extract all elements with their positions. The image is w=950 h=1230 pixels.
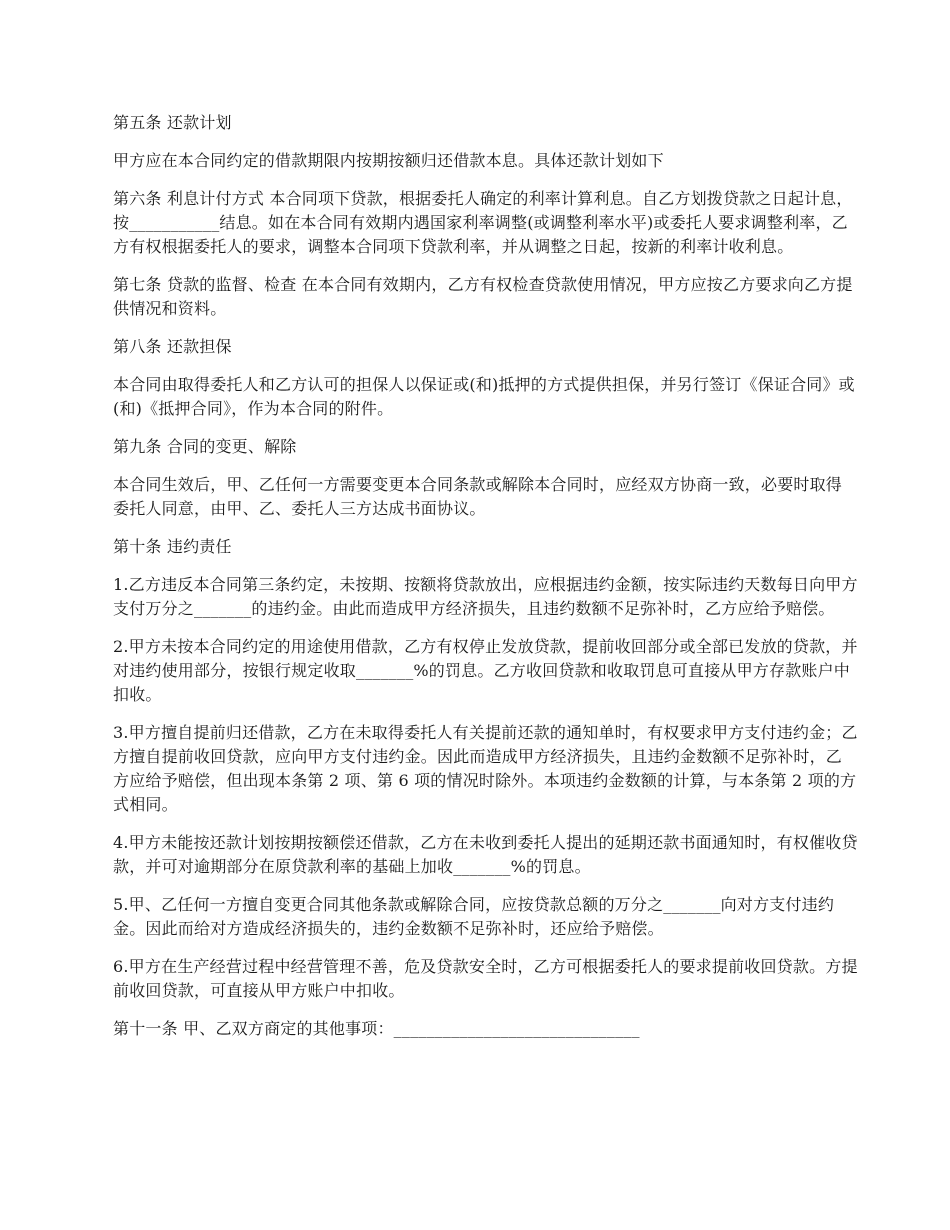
heading-article-10: 第十条 违约责任 xyxy=(113,537,232,556)
heading-article-9: 第九条 合同的变更、解除 xyxy=(113,437,297,456)
clause-10-1: 1.乙方违反本合同第三条约定，未按期、按额将贷款放出，应根据违约金额，按实际违约天数每日向甲方支付万分之_______的违约金。由此而造成甲方经济损失，且违约数额不足弥补时，乙方应给予赔偿。 xyxy=(113,575,858,618)
heading-article-8: 第八条 还款担保 xyxy=(113,337,232,356)
paragraph-repayment-plan: 甲方应在本合同约定的借款期限内按期按额归还借款本息。具体还款计划如下 xyxy=(113,151,664,170)
clause-10-2: 2.甲方未按本合同约定的用途使用借款，乙方有权停止发放贷款，提前收回部分或全部已发放的贷款，并对违约使用部分，按银行规定收取_______%的罚息。乙方收回贷款和收取罚息可直接从甲方存款账户中扣收。 xyxy=(113,637,858,704)
heading-article-11: 第十一条 甲、乙双方商定的其他事项：______________________________ xyxy=(113,1019,640,1038)
clause-10-4: 4.甲方未能按还款计划按期按额偿还借款，乙方在未收到委托人提出的延期还款书面通知时，有权催收贷款，并可对逾期部分在原贷款利率的基础上加收_______%的罚息。 xyxy=(113,833,858,876)
paragraph-article-6-interest: 第六条 利息计付方式 本合同项下贷款，根据委托人确定的利率计算利息。自乙方划拨贷款之日起计息，按___________结息。如在本合同有效期内遇国家利率调整(或调整利率水平)或委托人要求调整利率，乙方有权根据委托人的要求，调整本合同项下贷款利率，并从调整之日起，按新的利率计收利息。 xyxy=(113,189,853,256)
paragraph-article-7-supervision: 第七条 贷款的监督、检查 在本合同有效期内，乙方有权检查贷款使用情况，甲方应按乙方要求向乙方提供情况和资料。 xyxy=(113,275,853,318)
clause-10-3: 3.甲方擅自提前归还借款，乙方在未取得委托人有关提前还款的通知单时，有权要求甲方支付违约金；乙方擅自提前收回贷款，应向甲方支付违约金。因此而造成甲方经济损失，且违约金数额不足弥补时，乙方应给予赔偿，但出现本条第 2 项、第 6 项的情况时除外。本项违约金数额的计算，与本条第 2 项的方式相同。 xyxy=(113,723,858,814)
document-body xyxy=(113,111,858,1055)
clause-10-6: 6.甲方在生产经营过程中经营管理不善，危及贷款安全时，乙方可根据委托人的要求提前收回贷款。方提前收回贷款，可直接从甲方账户中扣收。 xyxy=(113,957,858,1000)
clause-10-5: 5.甲、乙任何一方擅自变更合同其他条款或解除合同，应按贷款总额的万分之_______向对方支付违约金。因此而给对方造成经济损失的，违约金数额不足弥补时，还应给予赔偿。 xyxy=(113,895,835,938)
heading-article-5: 第五条 还款计划 xyxy=(113,113,232,132)
paragraph-guarantee: 本合同由取得委托人和乙方认可的担保人以保证或(和)抵押的方式提供担保，并另行签订《保证合同》或(和)《抵押合同》，作为本合同的附件。 xyxy=(113,375,855,418)
paragraph-amendment: 本合同生效后，甲、乙任何一方需要变更本合同条款或解除本合同时，应经双方协商一致，必要时取得委托人同意，由甲、乙、委托人三方达成书面协议。 xyxy=(113,475,843,518)
